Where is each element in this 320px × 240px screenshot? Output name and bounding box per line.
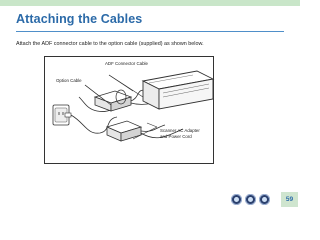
label-scanner-adapter-line2: and Power Cord — [160, 134, 192, 139]
label-option-cable: Option Cable — [56, 78, 82, 83]
page-number: 59 — [281, 192, 298, 207]
prev-page-icon[interactable] — [245, 194, 256, 205]
title-underline — [16, 31, 284, 32]
page-title: Attaching the Cables — [16, 12, 143, 26]
contents-icon[interactable] — [231, 194, 242, 205]
cable-illustration — [45, 57, 215, 165]
label-scanner-adapter-line1: Scanner AC Adapter — [160, 128, 200, 133]
label-adf-connector-cable: ADF Connector Cable — [105, 61, 148, 66]
header-bar — [0, 0, 300, 6]
illustration-frame — [44, 56, 214, 164]
intro-text: Attach the ADF connector cable to the option cable (supplied) as shown below. — [16, 41, 204, 47]
next-page-icon[interactable] — [259, 194, 270, 205]
